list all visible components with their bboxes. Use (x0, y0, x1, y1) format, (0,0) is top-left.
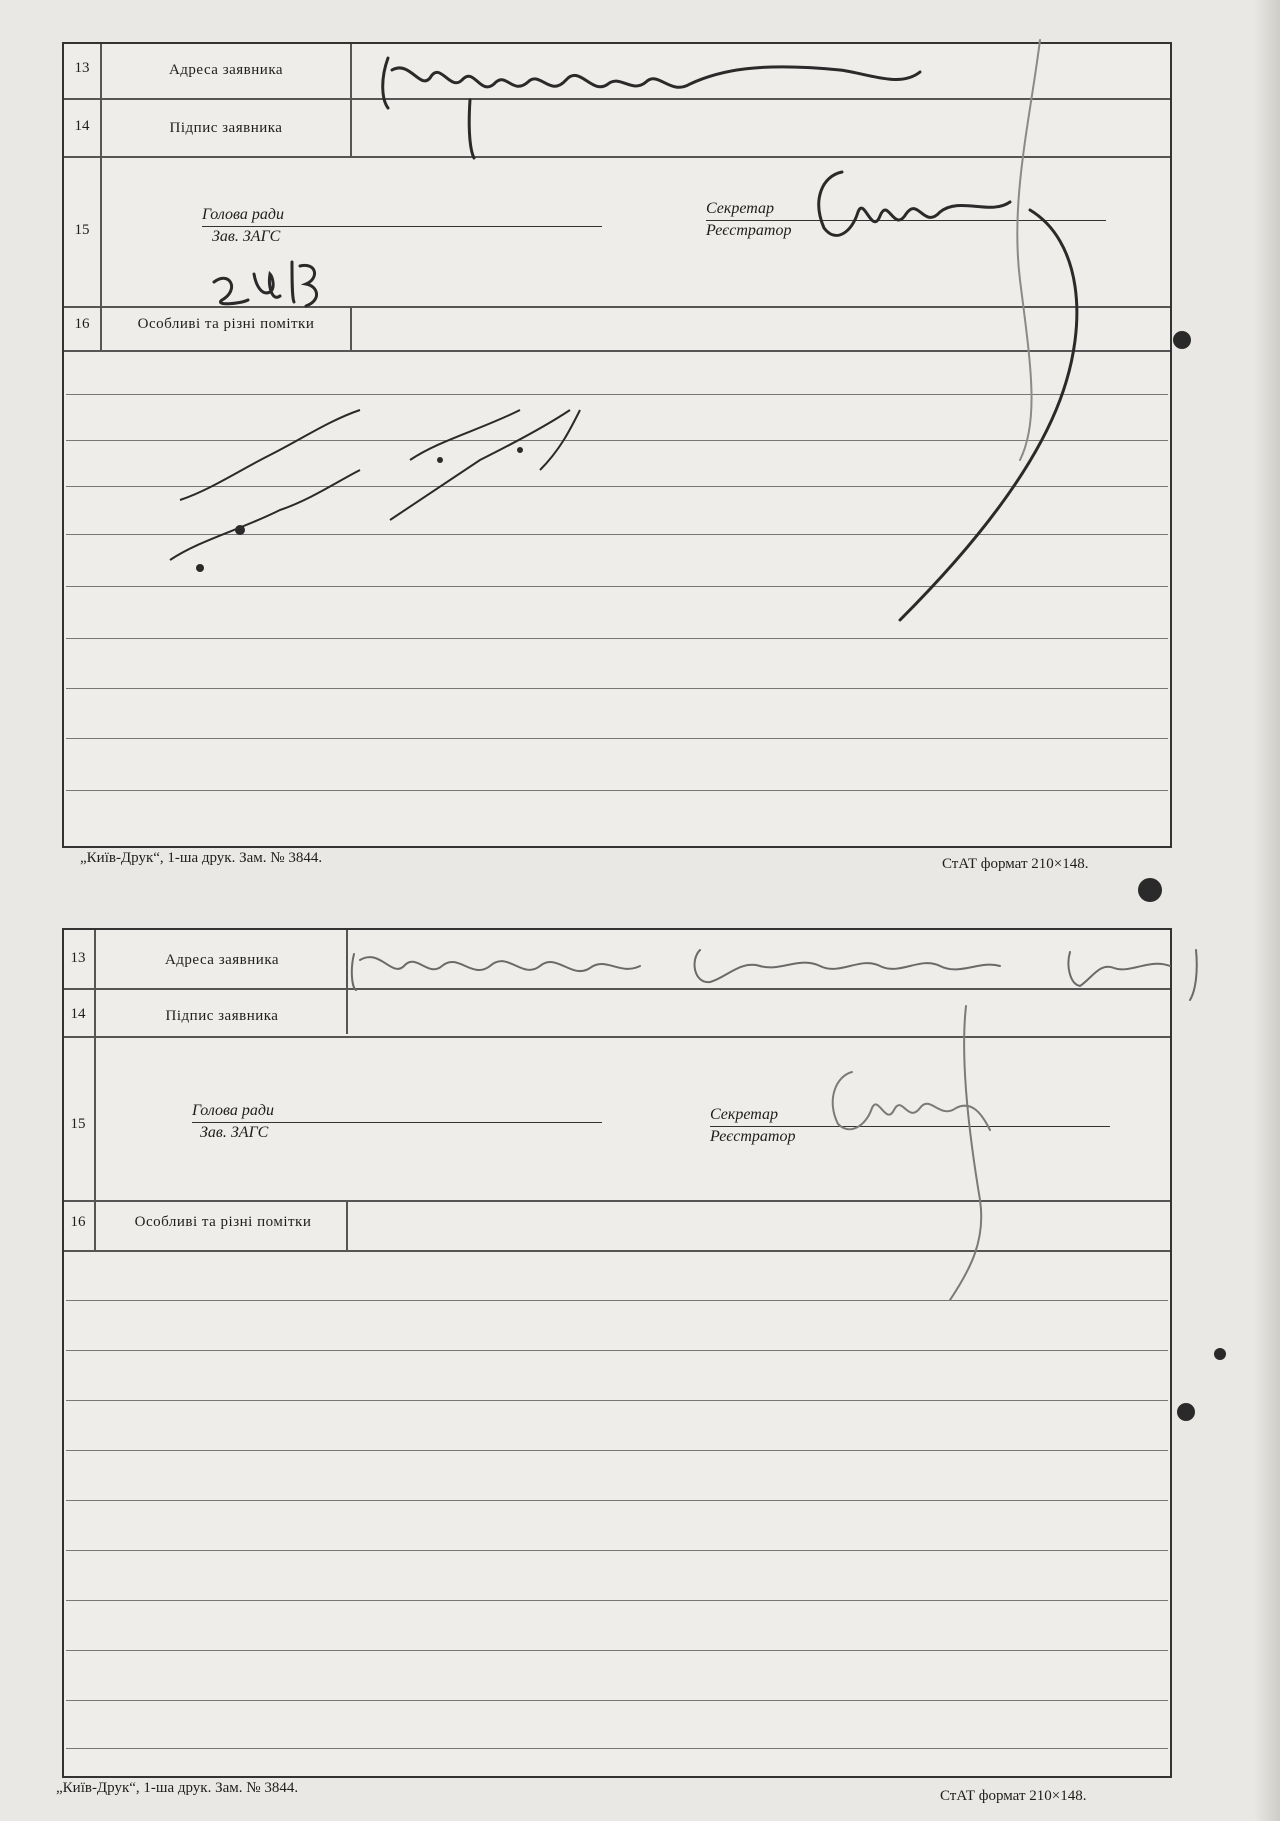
secretary-label: Секретар (710, 1106, 779, 1123)
row-number-16: 16 (70, 1214, 86, 1230)
row-number-14: 14 (70, 1006, 86, 1022)
row-number-15: 15 (74, 222, 90, 238)
secretary-signature-bottom (833, 1006, 990, 1300)
stamp-scribble (170, 410, 580, 560)
row-number-13: 13 (74, 60, 90, 76)
stamp-marks (196, 331, 1226, 1421)
handwritten-number (214, 262, 317, 306)
row-number-15: 15 (70, 1116, 86, 1132)
row-number-16: 16 (74, 316, 90, 332)
row-number-14: 14 (74, 118, 90, 134)
printer-imprint: „Київ-Друк“, 1-ша друк. Зам. № 3844. (56, 1780, 299, 1796)
printer-imprint: „Київ-Друк“, 1-ша друк. Зам. № 3844. (80, 850, 323, 866)
applicant-signature-label: Підпис заявника (165, 1008, 279, 1024)
registrar-label: Реєстратор (710, 1128, 796, 1145)
applicant-address-label: Адреса заявника (168, 62, 284, 78)
head-of-council-label: Голова ради (192, 1102, 274, 1119)
registry-head-label: Зав. ЗАГС (212, 228, 281, 245)
special-notes-label: Особливі та різні помітки (137, 316, 315, 332)
applicant-signature-label: Підпис заявника (169, 120, 283, 136)
secretary-label: Секретар (706, 200, 775, 217)
registry-head-label: Зав. ЗАГС (200, 1124, 269, 1141)
head-of-council-label: Голова ради (202, 206, 284, 223)
pencil-stroke-top (1017, 40, 1040, 460)
form-format-label: СтАТ формат 210×148. (940, 1788, 1087, 1804)
form-format-label: СтАТ формат 210×148. (942, 856, 1089, 872)
handwritten-address-top (383, 58, 920, 158)
handwritten-address-bottom (352, 950, 1197, 1000)
secretary-signature-top (819, 172, 1077, 620)
applicant-address-label: Адреса заявника (164, 952, 280, 968)
registrar-label: Реєстратор (706, 222, 792, 239)
special-notes-label: Особливі та різні помітки (134, 1214, 312, 1230)
row-number-13: 13 (70, 950, 86, 966)
